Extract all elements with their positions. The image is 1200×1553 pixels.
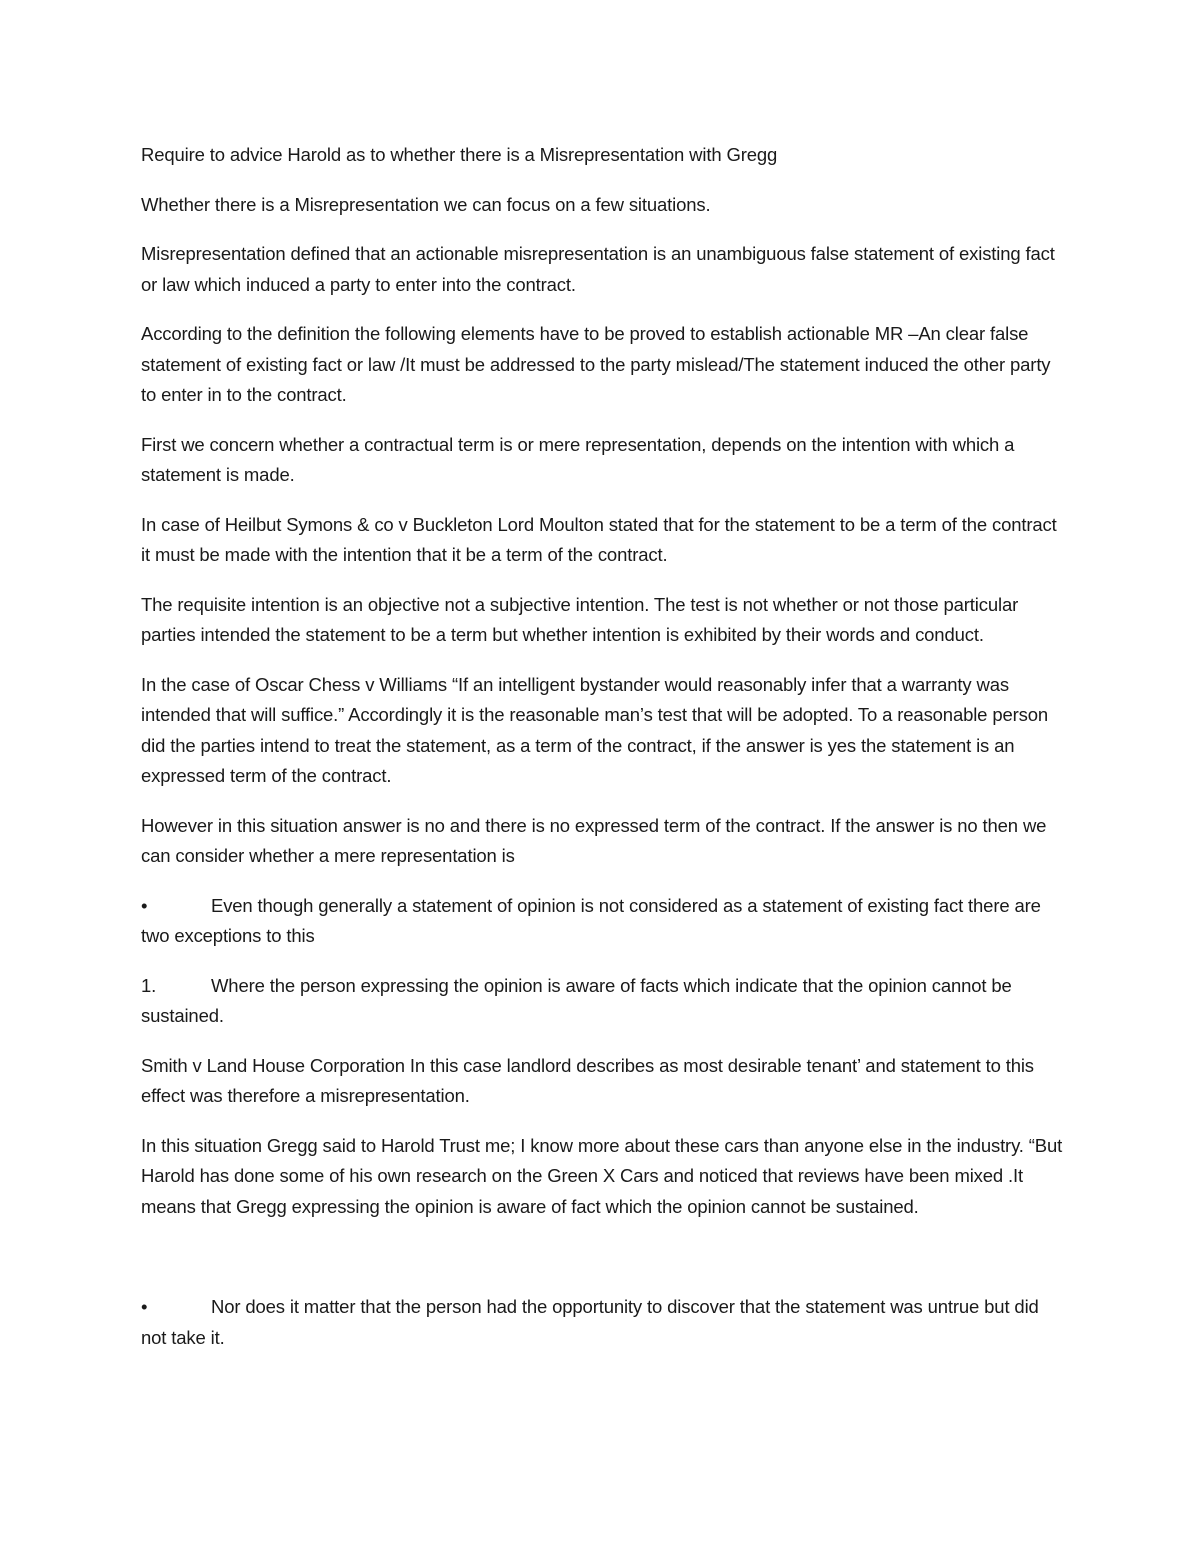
numbered-item-text: Where the person expressing the opinion is aware of facts which indicate that the opinion cannot be sustained. (141, 974, 1012, 1026)
paragraph-situation-analysis: However in this situation answer is no and there is no expressed term of the contract. If the answer is no then we can consider whether a mere representation is (141, 814, 1047, 866)
bullet-item-opportunity (141, 1292, 1066, 1353)
paragraph-smith-case: Smith v Land House Corporation In this case landlord describes as most desirable tenant’ and statement to this effect was therefore a misrepresentation. (141, 1054, 1034, 1106)
paragraph-intro: Require to advice Harold as to whether there is a Misrepresentation with Gregg (141, 144, 778, 165)
bullet-item-text: Even though generally a statement of opinion is not considered as a statement of existing fact there are two exceptions to this (141, 894, 1041, 946)
paragraph-heilbut-case: In case of Heilbut Symons & co v Buckleton Lord Moulton stated that for the statement to be a term of the contract it must be made with the intention that it be a term of the contract. (141, 513, 1057, 565)
bullet-item-opinion (141, 891, 1066, 952)
blank-line (141, 1241, 1066, 1292)
paragraph-gregg-situation: In this situation Gregg said to Harold Trust me; I know more about these cars than anyone else in the industry. “But Harold has done some of his own research on the Green X Cars and noticed that reviews have been mixed .It means that Gregg expressing the opinion is aware of fact which the opinion cannot be sustained. (141, 1134, 1063, 1217)
numbered-item-1 (141, 971, 1066, 1032)
number-marker: 1. (141, 974, 157, 996)
paragraph-requisite-intention: The requisite intention is an objective not a subjective intention. The test is not whether or not those particular parties intended the statement to be a term but whether intention is exhibited by their words and conduct. (141, 593, 1019, 645)
bullet-marker: • (141, 1296, 148, 1317)
paragraph-elements: According to the definition the following elements have to be proved to establish actionable MR –An clear false statement of existing fact or law /It must be addressed to the party mislead/The statement induced the other party to enter in to the contract. (141, 323, 1051, 405)
document-page (141, 140, 1066, 1372)
paragraph-term-vs-representation: First we concern whether a contractual term is or mere representation, depends on the intention with which a statement is made. (141, 433, 1015, 485)
paragraph-oscar-chess-case: In the case of Oscar Chess v Williams “If an intelligent bystander would reasonably infer that a warranty was intended that will suffice.” Accordingly it is the reasonable man’s test that will be adopted. To a reasonable person did the parties intend to treat the statement, as a term of the contract, if the answer is yes the statement is an expressed term of the contract. (141, 673, 1048, 786)
paragraph-definition: Misrepresentation defined that an actionable misrepresentation is an unambiguous false statement of existing fact or law which induced a party to enter into the contract. (141, 243, 1055, 295)
bullet-marker: • (141, 894, 148, 916)
paragraph-focus: Whether there is a Misrepresentation we can focus on a few situations. (141, 193, 711, 215)
bullet-item-text: Nor does it matter that the person had the opportunity to discover that the statement was untrue but did not take it. (141, 1296, 1039, 1348)
